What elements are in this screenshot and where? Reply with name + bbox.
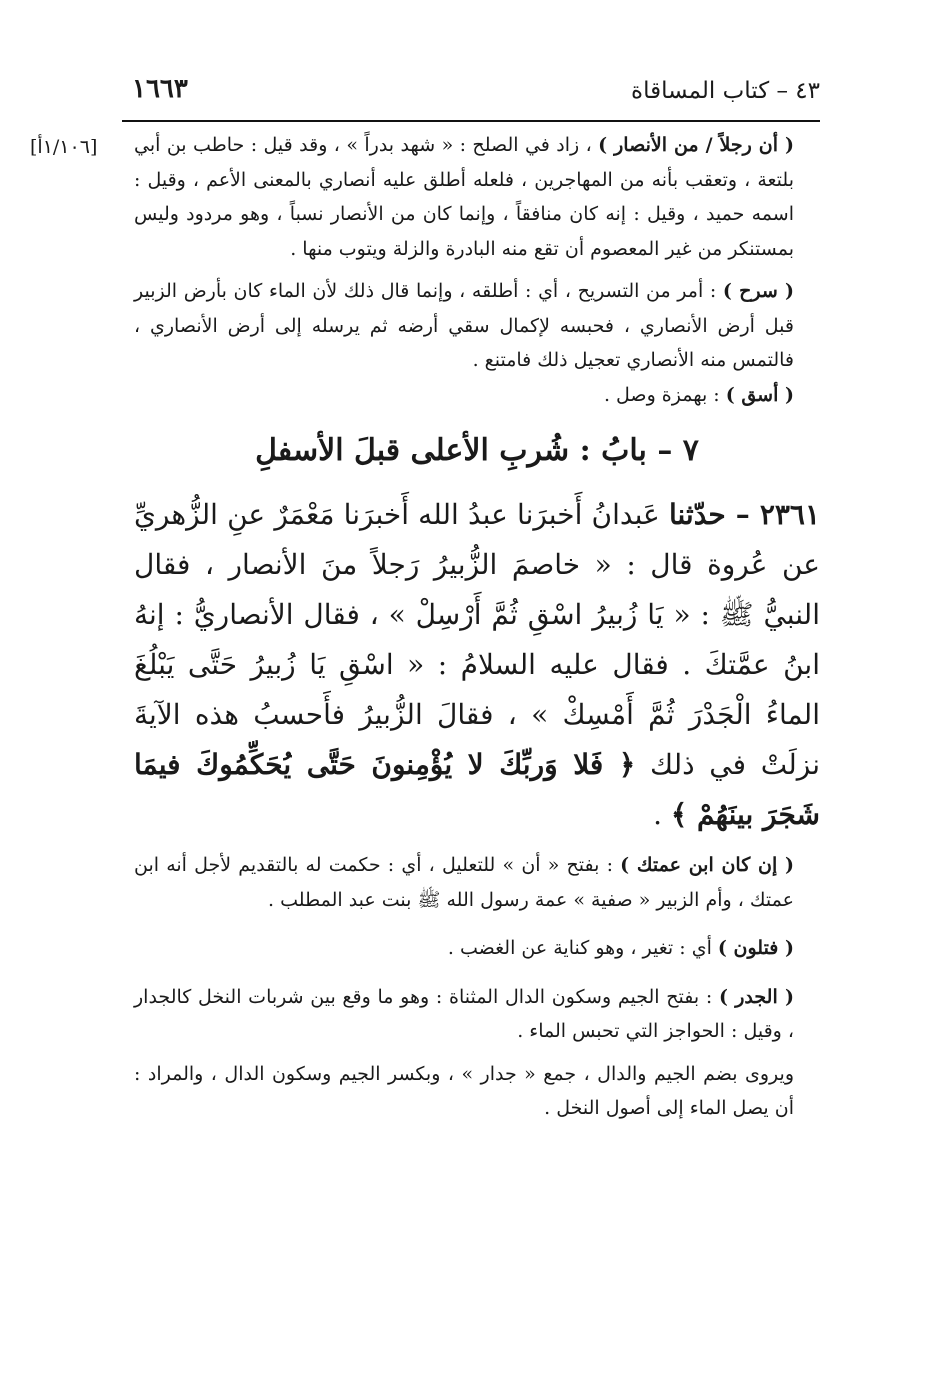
commentary-term: ( أن رجلاً / من الأنصار ) xyxy=(598,134,794,156)
hadith-end: . xyxy=(653,798,671,831)
commentary-text: : بفتح الجيم وسكون الدال المثناة : وهو ما وقع بين شربات النخل كالجدار ، وقيل : الحواجز التي تحبس الماء . xyxy=(134,985,794,1042)
commentary-text: ، زاد في الصلح : « شهد بدراً » ، وقد قيل : حاطب بن أبي بلتعة ، وتعقب بأنه من المهاجرين ، فلعله أطلق عليه أنصاري بالمعنى الأعم ، وقيل : اسمه حميد ، وقيل : إنه كان منافقاً ، وإنما كان من الأنصار نسباً ، وهو مردود وليس بمستنكر من غير المعصوم أن تقع منه البادرة والزلة ويتوب منها . xyxy=(134,134,794,260)
commentary-term: ( فتلون ) xyxy=(717,937,794,959)
header-divider xyxy=(122,120,820,122)
commentary-term: ( سرح ) xyxy=(722,280,794,302)
chapter-heading: ٤٣ – كتاب المساقاة xyxy=(631,78,820,104)
commentary-term: ( الجدر ) xyxy=(718,985,794,1008)
hadith-body: عَبدانُ أَخبرَنا عبدُ الله أَخبرَنا مَعْمَرٌ عنِ الزُّهريِّ عن عُروة قال : « خاصمَ الزُّبيرُ رَجلاً منَ الأنصار ، فقال النبيُّ ﷺ : « يَا زُبيرُ اسْقِ ثُمَّ أَرْسِلْ » ، فقال الأنصاريُّ : إنهُ ابنُ عمَّتكَ . فقال عليه السلامُ : « اسْقِ يَا زُبيرُ حَتَّى يَبْلُغَ الماءُ الْجَدْرَ ثُمَّ أَمْسِكْ » ، فقالَ الزُّبيرُ فأَحسبُ هذه الآيةَ نزلَتْ في ذلك xyxy=(134,498,820,781)
section-title: ٧ – بابُ : شُربِ الأعلى قبلَ الأسفلِ xyxy=(255,433,699,468)
commentary-text: : بهمزة وصل . xyxy=(603,383,726,406)
commentary-paragraph xyxy=(134,980,820,1049)
commentary-text: : بفتح « أن » للتعليل ، أي : حكمت له بالتقديم لأجل أنه ابن عمتك ، وأم الزبير « صفية » عمة رسول الله ﷺ بنت عبد المطلب . xyxy=(134,854,794,911)
quran-verse: ﴿ فَلا وَربِّكَ لا يُؤْمِنونَ حَتَّى يُحَكِّمُوكَ فيمَا شَجَرَ بينَهُمْ ﴾ xyxy=(134,748,820,831)
commentary-paragraph xyxy=(134,931,820,966)
page-header xyxy=(122,68,820,118)
commentary-paragraph xyxy=(134,274,820,378)
commentary-paragraph xyxy=(134,848,820,917)
page-number: ١٦٦٣ xyxy=(132,74,188,104)
commentary-text: ويروى بضم الجيم والدال ، جمع « جدار » ، وبكسر الجيم وسكون الدال ، والمراد : أن يصل الماء إلى أصول النخل . xyxy=(134,1062,794,1119)
hadith-text xyxy=(134,490,820,840)
commentary-paragraph xyxy=(134,1057,820,1126)
commentary-term: ( إن كان ابن عمتك ) xyxy=(620,854,794,876)
commentary-paragraph xyxy=(134,128,820,266)
margin-reference: [١/١٠٦أ] xyxy=(30,136,98,158)
commentary-term: ( أسق ) xyxy=(725,383,794,406)
commentary-text: أي : تغير ، وهو كناية عن الغضب . xyxy=(447,937,718,959)
commentary-paragraph xyxy=(134,378,820,413)
page-body xyxy=(134,128,820,1126)
hadith-number: ٢٣٦١ – حدّثنا xyxy=(668,498,820,531)
commentary-text: : أمر من التسريح ، أي : أطلقه ، وإنما قال ذلك لأن الماء كان بأرض الزبير قبل أرض الأنصاري ، فحبسه لإكمال سقي أرضه ثم يرسله إلى أرض الأنصاري ، فالتمس منه الأنصاري تعجيل ذلك فامتنع . xyxy=(134,280,794,371)
